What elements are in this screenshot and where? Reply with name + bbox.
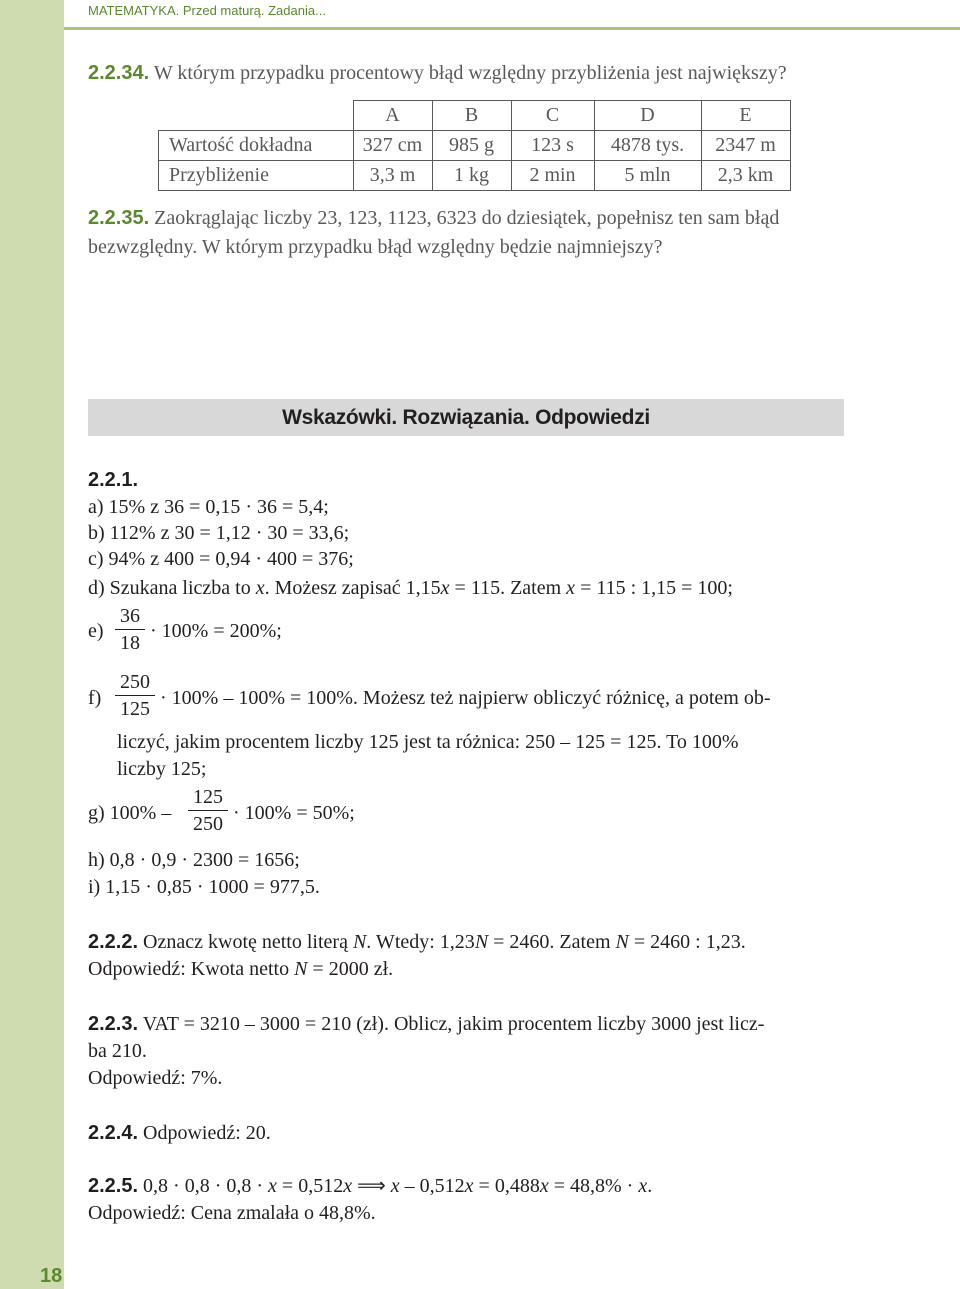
answer-2-2-5-line-2: Odpowiedź: Cena zmalała o 48,8%. bbox=[88, 1202, 376, 1224]
answer-item-g-rest: · 100% = 50%; bbox=[233, 802, 355, 824]
answer-2-2-5-line-1 bbox=[88, 1173, 652, 1199]
column-header: E bbox=[701, 101, 790, 131]
column-header: C bbox=[511, 101, 594, 131]
answer-item-i: i) 1,15 · 0,85 · 1000 = 977,5. bbox=[88, 876, 320, 898]
row-label: Wartość dokładna bbox=[159, 131, 354, 161]
text: 0,8 · 0,8 · 0,8 · bbox=[143, 1175, 269, 1197]
text: VAT = 3210 – 3000 = 210 (zł). Oblicz, jakim procentem liczby 3000 jest licz- bbox=[142, 1013, 765, 1035]
page-sidebar bbox=[0, 0, 64, 1289]
numerator: 36 bbox=[115, 605, 145, 630]
answer-item-c: c) 94% z 400 = 0,94 · 400 = 376; bbox=[88, 548, 354, 570]
variable: x bbox=[440, 577, 450, 599]
variable: x bbox=[390, 1175, 400, 1197]
task-text: W którym przypadku procentowy błąd względny przybliżenia jest największy? bbox=[153, 62, 787, 84]
denominator: 18 bbox=[120, 632, 140, 654]
text: = 48,8% · bbox=[548, 1175, 639, 1197]
column-header: D bbox=[594, 101, 701, 131]
column-header: B bbox=[432, 101, 511, 131]
column-header: A bbox=[353, 101, 432, 131]
table-cell: 2 min bbox=[511, 161, 594, 191]
answer-2-2-3-line-1 bbox=[88, 1011, 764, 1037]
text: Oznacz kwotę netto literą bbox=[143, 931, 353, 953]
table-cell: 123 s bbox=[511, 131, 594, 161]
task-number: 2.2.35. bbox=[88, 207, 150, 229]
answer-number: 2.2.2. bbox=[88, 931, 139, 953]
answer-item-d bbox=[88, 575, 733, 601]
answer-item-h: h) 0,8 · 0,9 · 2300 = 1656; bbox=[88, 849, 300, 871]
table-row bbox=[159, 131, 791, 161]
text: . Możesz zapisać 1,15 bbox=[264, 577, 441, 599]
answer-item-f-continuation: liczby 125; bbox=[117, 758, 207, 780]
text: . Wtedy: 1,23 bbox=[366, 931, 475, 953]
text: Odpowiedź: Kwota netto bbox=[88, 958, 295, 980]
table-corner bbox=[159, 101, 354, 131]
variable: x bbox=[566, 577, 576, 599]
variable: N bbox=[474, 931, 489, 953]
text: = 115 : 1,15 = 100; bbox=[575, 577, 733, 599]
answer-2-2-3-line-3: Odpowiedź: 7%. bbox=[88, 1067, 223, 1089]
row-label: Przybliżenie bbox=[159, 161, 354, 191]
task-text-line-1: Zaokrąglając liczby 23, 123, 1123, 6323 do dziesiątek, popełnisz ten sam błąd bbox=[154, 207, 780, 229]
answer-number: 2.2.1. bbox=[88, 469, 139, 491]
text: = 115. Zatem bbox=[449, 577, 567, 599]
answer-item-f-label: f) bbox=[88, 687, 102, 709]
answer-number: 2.2.4. bbox=[88, 1122, 139, 1144]
answer-2-2-4 bbox=[88, 1120, 271, 1146]
answer-item-e-rest: · 100% = 200%; bbox=[150, 620, 282, 642]
text: – 0,512 bbox=[399, 1175, 465, 1197]
variable: x bbox=[343, 1175, 353, 1197]
page-number: 18 bbox=[40, 1265, 63, 1287]
text: = 2460 : 1,23. bbox=[628, 931, 746, 953]
variable: N bbox=[615, 931, 629, 953]
task-2-2-35 bbox=[88, 205, 779, 231]
table-cell: 5 mln bbox=[594, 161, 701, 191]
answer-item-b: b) 112% z 30 = 1,12 · 30 = 33,6; bbox=[88, 522, 350, 544]
fraction-f bbox=[115, 671, 155, 720]
table-cell: 1 kg bbox=[432, 161, 511, 191]
variable: N bbox=[352, 931, 367, 953]
text: d) Szukana liczba to bbox=[88, 577, 256, 599]
variable: x bbox=[539, 1175, 549, 1197]
variable: x bbox=[638, 1175, 648, 1197]
answer-item-f-rest: · 100% – 100% = 100%. Możesz też najpierw obliczyć różnicę, a potem ob- bbox=[160, 687, 771, 709]
denominator: 125 bbox=[120, 698, 150, 720]
answer-item-g-label: g) 100% – bbox=[88, 802, 172, 824]
numerator: 250 bbox=[115, 671, 155, 696]
text: = 2460. Zatem bbox=[488, 931, 616, 953]
variable: N bbox=[294, 958, 308, 980]
fraction-e bbox=[115, 605, 145, 654]
fraction-g bbox=[188, 786, 228, 835]
answer-item-a: a) 15% z 36 = 0,15 · 36 = 5,4; bbox=[88, 496, 329, 518]
answer-2-2-3-line-2: ba 210. bbox=[88, 1040, 147, 1062]
variable: x bbox=[268, 1175, 277, 1197]
table-cell: 3,3 m bbox=[353, 161, 432, 191]
table-cell: 2347 m bbox=[701, 131, 790, 161]
answer-2-2-2-line-1 bbox=[88, 929, 746, 955]
running-head: MATEMATYKA. Przed maturą. Zadania... bbox=[88, 3, 326, 18]
table-cell: 2,3 km bbox=[701, 161, 790, 191]
section-banner: Wskazówki. Rozwiązania. Odpowiedzi bbox=[88, 399, 844, 436]
denominator: 250 bbox=[193, 813, 223, 835]
variable: x bbox=[255, 577, 265, 599]
answer-item-f-continuation: liczyć, jakim procentem liczby 125 jest ta różnica: 250 – 125 = 125. To 100% bbox=[117, 731, 739, 753]
task-text-line-2: bezwzględny. W którym przypadku błąd względny będzie najmniejszy? bbox=[88, 236, 663, 258]
table-cell: 985 g bbox=[432, 131, 511, 161]
table-header-row bbox=[159, 101, 791, 131]
table-row bbox=[159, 161, 791, 191]
variable: x bbox=[464, 1175, 474, 1197]
task-number: 2.2.34. bbox=[88, 62, 150, 84]
answer-item-e-label: e) bbox=[88, 620, 104, 642]
table-cell: 4878 tys. bbox=[594, 131, 701, 161]
numerator: 125 bbox=[188, 786, 228, 811]
answer-number: 2.2.3. bbox=[88, 1013, 139, 1035]
task-2-2-34 bbox=[88, 60, 787, 86]
comparison-table bbox=[158, 100, 791, 191]
text: Odpowiedź: 20. bbox=[143, 1122, 271, 1144]
answer-number: 2.2.5. bbox=[88, 1175, 139, 1197]
answer-2-2-2-line-2 bbox=[88, 956, 393, 982]
text: . bbox=[647, 1175, 653, 1197]
implies-arrow: ⟹ bbox=[352, 1175, 391, 1197]
text: = 0,488 bbox=[473, 1175, 540, 1197]
header-rule bbox=[64, 27, 960, 30]
text: = 0,512 bbox=[276, 1175, 344, 1197]
table-cell: 327 cm bbox=[353, 131, 432, 161]
text: = 2000 zł. bbox=[307, 958, 394, 980]
